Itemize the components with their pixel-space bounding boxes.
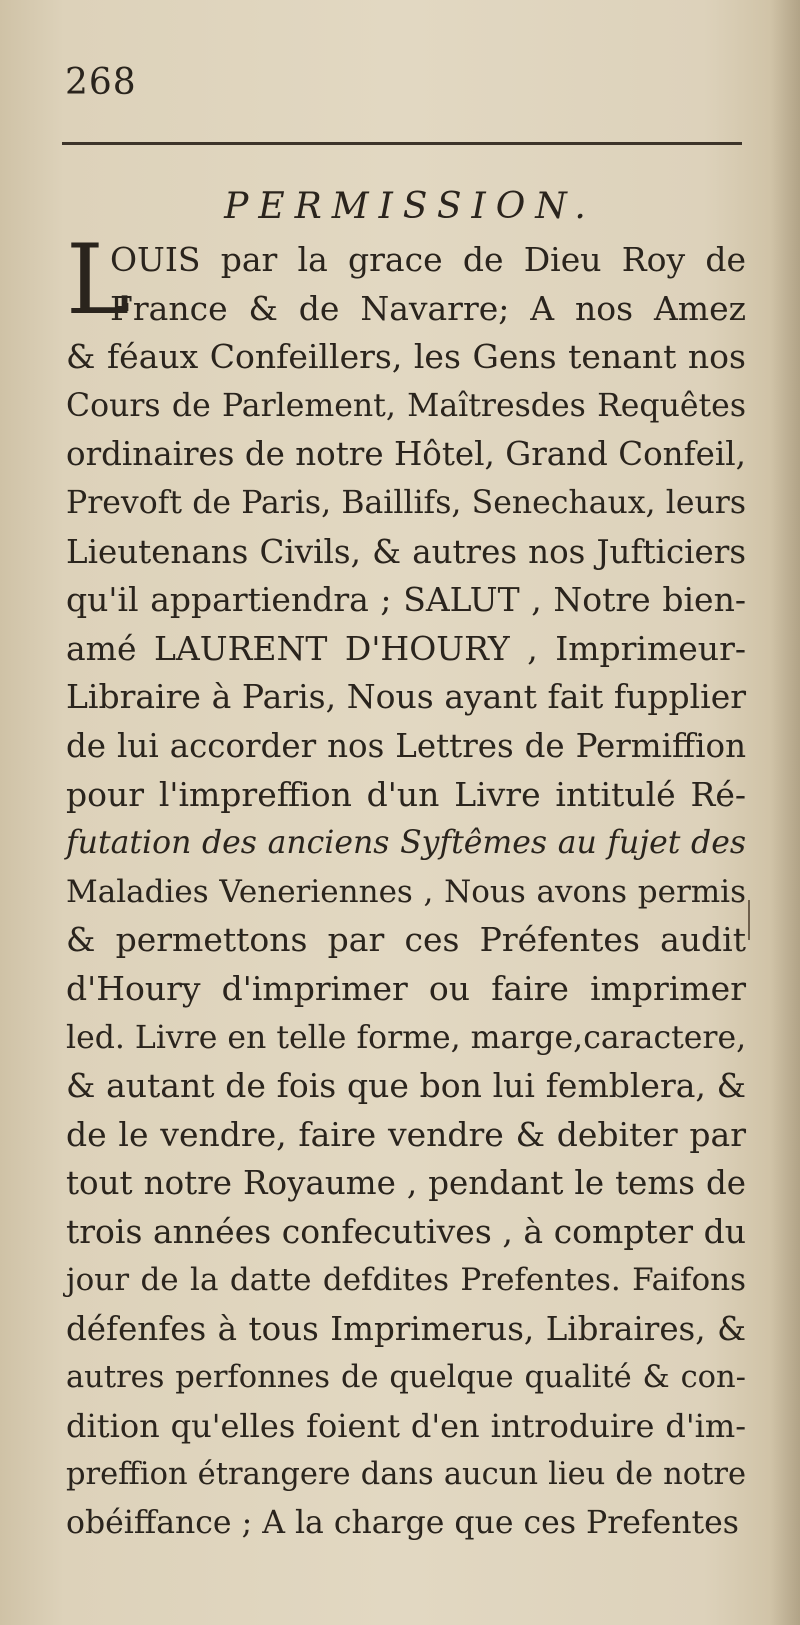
text-line: défenfes à tous Imprimerus, Libraires, & xyxy=(66,1310,746,1349)
text-line: qu'il appartiendra ; SALUT , Notre bien- xyxy=(66,580,746,620)
text-line: tout notre Royaume , pendant le tems de xyxy=(66,1164,746,1203)
text-line: Prevoft de Paris, Baillifs, Senechaux, leurs xyxy=(66,484,746,521)
text-line: Maladies Veneriennes , Nous avons permis xyxy=(66,873,746,910)
text-line: ordinaires de notre Hôtel, Grand Confeil, xyxy=(66,435,746,474)
text-line: de lui accorder nos Lettres de Permiffion xyxy=(66,726,746,765)
text-line: & féaux Confeillers, les Gens tenant nos xyxy=(66,337,746,377)
text-line: & autant de fois que bon lui femblera, & xyxy=(66,1066,746,1106)
text-line: Libraire à Paris, Nous ayant fait fupplier xyxy=(66,677,746,717)
text-line: autres perfonnes de quelque qualité & con- xyxy=(66,1359,746,1395)
text-line: preffion étrangere dans aucun lieu de notre xyxy=(66,1456,746,1492)
text-line: obéiffance ; A la charge que ces Prefentes xyxy=(66,1505,739,1542)
text-line: Cours de Parlement, Maîtresdes Requêtes xyxy=(66,387,746,424)
text-line: trois années confecutives , à compter du xyxy=(66,1211,746,1251)
drop-cap: L xyxy=(66,224,130,336)
text-line: d'Houry d'imprimer ou faire imprimer xyxy=(66,968,746,1008)
header-rule xyxy=(62,142,742,145)
text-line: pour l'impreffion d'un Livre intitulé Ré- xyxy=(66,774,746,814)
text-line: jour de la datte defdites Prefentes. Faifons xyxy=(66,1262,746,1299)
text-line: dition qu'elles foient d'en introduire d'im- xyxy=(66,1407,746,1446)
section-heading: PERMISSION. xyxy=(224,186,596,227)
text-line: Lieutenans Civils, & autres nos Jufticiers xyxy=(66,532,746,571)
text-line: & permettons par ces Préfentes audit xyxy=(66,920,746,960)
page-edge-shadow xyxy=(770,0,800,1625)
margin-mark xyxy=(748,900,750,940)
text-line-italic: futation des anciens Syftêmes au fujet des xyxy=(66,825,746,862)
body-text xyxy=(66,236,746,1548)
text-line: amé LAURENT D'HOURY , Imprimeur- xyxy=(66,628,746,668)
page-number: 268 xyxy=(65,62,137,103)
text-line: de le vendre, faire vendre & debiter par xyxy=(66,1114,746,1154)
text-line: OUIS par la grace de Dieu Roy de xyxy=(110,240,746,279)
text-line: France & de Navarre; A nos Amez xyxy=(110,288,746,328)
text-line: led. Livre en telle forme, marge,caractere, xyxy=(66,1019,747,1056)
